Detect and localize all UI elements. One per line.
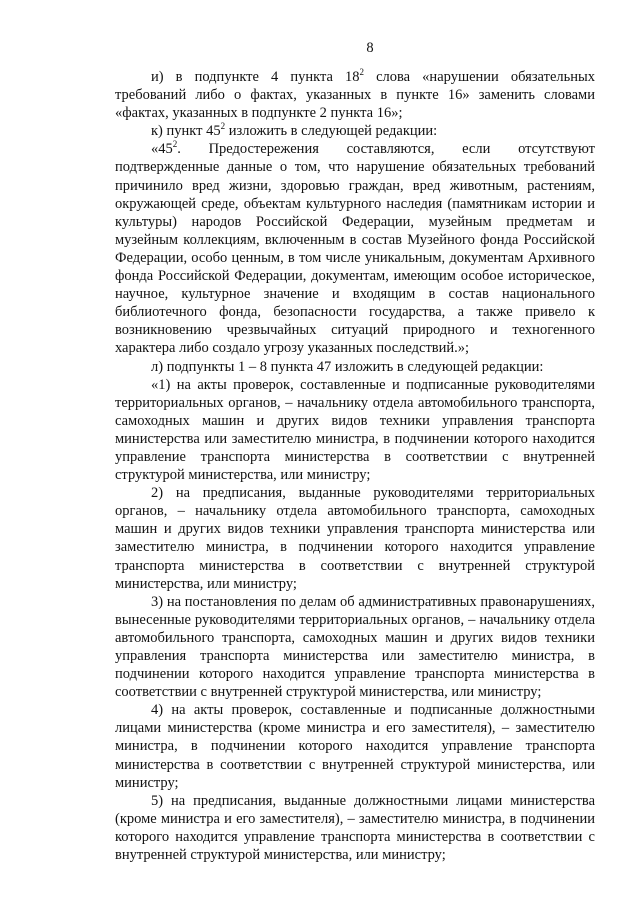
paragraph-p-l bbox=[115, 358, 595, 376]
paragraph-p-5 bbox=[115, 792, 595, 864]
paragraph-text: 4) на акты проверок, составленные и подписанные должностными лицами министерства (кроме министра и его заместителя), – заместителю министра, в подчинении которого находится управление транспорта министерства в соответствии с внутренней структурой министерства, или министру; bbox=[115, 702, 595, 791]
page-number: 8 bbox=[366, 40, 374, 56]
paragraph-text: к) пункт 45 bbox=[151, 123, 221, 140]
paragraph-text: . Предостережения составляются, если отсутствуют подтвержденные данные о том, что нарушение обязательных требований причинило вред жизни, здоровью граждан, вред животным, растениям, окружающей среде, объектам культурного наследия (памятникам истории и культуры) народов Российской Федерации, музейным предметам и музейным коллекциям, включенным в состав Музейного фонда Российской Федерации, особо ценным, в том числе уникальным, документам Архивного фонда Российской Федерации, документам, имеющим особое историческое, научное, культурное значение и входящим в состав национального библиотечного фонда, безопасности государства, а также привело к возникновению чрезвычайных ситуаций природного и техногенного характера либо создало угрозу указанных последствий.»; bbox=[115, 141, 595, 357]
paragraph-p-2 bbox=[115, 484, 595, 593]
paragraph-text: л) подпункты 1 – 8 пункта 47 изложить в следующей редакции: bbox=[151, 358, 544, 375]
paragraph-text: 2) на предписания, выданные руководителями территориальных органов, – начальнику отдела автомобильного транспорта, самоходных машин и других видов техники управления транспорта министерства или заместителю министра, в подчинении которого находится управление транспорта министерства в соответствии с внутренней структурой министерства, или министру; bbox=[115, 485, 595, 592]
paragraph-p-45-2 bbox=[115, 140, 595, 357]
superscript: 2 bbox=[359, 67, 365, 78]
paragraph-text: 3) на постановления по делам об административных правонарушениях, вынесенные руководителями территориальных органов, – начальнику отдела автомобильного транспорта, самоходных машин и других видов техники управления транспорта министерства или заместителю министра, в подчинении которого находится управление транспорта министерства в соответствии с внутренней структурой министерства, или министру; bbox=[115, 593, 595, 701]
document-body bbox=[115, 68, 595, 864]
paragraph-text: и) в подпункте 4 пункта 18 bbox=[151, 69, 360, 85]
superscript: 2 bbox=[220, 121, 226, 132]
paragraph-p-k bbox=[115, 122, 595, 140]
paragraph-text: 5) на предписания, выданные должностными лицами министерства (кроме министра и его заместителя), – заместителю министра, в подчинении которого находится управление транспорта министерства в соответствии с внутренней структурой министерства, или министру; bbox=[115, 792, 595, 864]
superscript: 2 bbox=[172, 139, 178, 150]
paragraph-text: слова «нарушении обязательных требований либо о фактах, указанных в пункте 16» заменить словами «фактах, указанных в подпункте 2 пункта 16»; bbox=[115, 69, 595, 122]
paragraph-p-i bbox=[115, 68, 595, 122]
paragraph-p-4 bbox=[115, 701, 595, 791]
paragraph-text: «45 bbox=[151, 141, 173, 158]
paragraph-text: «1) на акты проверок, составленные и подписанные руководителями территориальных органов, – начальнику отдела автомобильного транспорта, самоходных машин и других видов техники управления транспорта министерства или заместителю министра, в подчинении которого находится управление транспорта министерства в соответствии с внутренней структурой министерства, или министру; bbox=[115, 376, 595, 484]
paragraph-p-3 bbox=[115, 593, 595, 702]
paragraph-p-1 bbox=[115, 376, 595, 485]
paragraph-text: изложить в следующей редакции: bbox=[225, 123, 438, 140]
